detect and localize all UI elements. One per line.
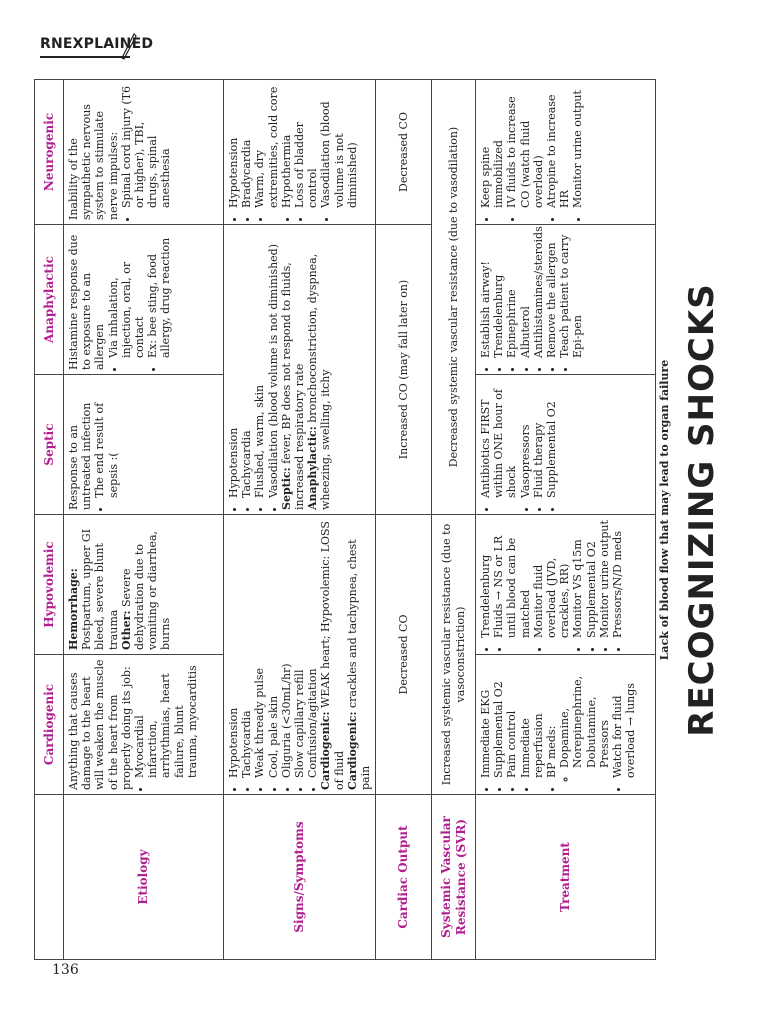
list-item: • Supplemental O2 bbox=[545, 379, 558, 498]
treatment-neurogenic bbox=[476, 80, 656, 225]
co-septic-ana: Increased CO (may fall later on) bbox=[376, 225, 432, 515]
rotated-page bbox=[34, 60, 724, 960]
svr-rest: Decreased systemic vascular resistance (due to vasodilation) bbox=[432, 80, 476, 515]
list-item: • Tachycardia bbox=[240, 229, 253, 498]
etiology-neurogenic bbox=[64, 80, 224, 225]
list-item: • Tachycardia bbox=[240, 519, 253, 778]
list-item: • Flushed, warm, skin bbox=[253, 229, 266, 498]
list-item: • Antibiotics FIRST within ONE hour of shock bbox=[479, 379, 519, 498]
label-hemorrhage: Hemorrhage: bbox=[67, 568, 80, 650]
treatment-anaphylactic bbox=[476, 225, 656, 375]
etiology-anaphylactic bbox=[64, 225, 224, 375]
label-anaphylactic: Anaphylactic: bbox=[306, 426, 320, 510]
signs-septic-ana bbox=[224, 225, 376, 515]
list-item: • Weak thready pulse bbox=[253, 519, 266, 778]
list-item: • Slow capillary refill bbox=[293, 519, 306, 778]
list-item: • Fluid therapy bbox=[532, 379, 545, 498]
list-item: • Watch for fluid overload → lungs bbox=[611, 659, 637, 778]
list-item: • Trendelenburg bbox=[492, 229, 505, 358]
cell-text: crackles and tachypnea, chest pain bbox=[345, 539, 372, 790]
list-item: • Monitor fluid overload (JVD, crackles, RR) bbox=[532, 519, 572, 638]
list-item: • Trendelenburg bbox=[479, 519, 492, 638]
list-item: • Fluids → NS or LR until blood can be matched bbox=[492, 519, 532, 638]
list-item: • Keep spine immobilized bbox=[479, 84, 505, 208]
co-neurogenic: Decreased CO bbox=[376, 80, 432, 225]
list-item: • Atropine to increase HR bbox=[545, 84, 571, 208]
list-item: • Albuterol bbox=[519, 229, 532, 358]
list-item: • Vasopressors bbox=[519, 379, 532, 498]
cell-text: Severe dehydration due to vomiting or diarrhea, burns bbox=[119, 530, 173, 650]
cell-text: WEAK heart; Hypovolemic: LOSS of fluid bbox=[319, 521, 346, 790]
shock-table bbox=[34, 79, 656, 960]
list-item: • Remove the allergen bbox=[545, 229, 558, 358]
list-item: • The end result of sepsis :( bbox=[93, 379, 119, 498]
list-item: • Establish airway! bbox=[479, 229, 492, 358]
etiology-hypovolemic bbox=[64, 515, 224, 655]
list-item: • Loss of bladder control bbox=[293, 84, 319, 208]
list-item: • Pressors/N/D meds bbox=[611, 519, 624, 638]
list-item: • Warm, dry extremities, cold core bbox=[253, 84, 279, 208]
signs-neurogenic bbox=[224, 80, 376, 225]
list-item: • Hypothermia bbox=[280, 84, 293, 208]
signs-cardio-hypo bbox=[224, 515, 376, 795]
list-item: • Immediate EKG bbox=[479, 659, 492, 778]
brand-underline bbox=[40, 56, 130, 58]
col-cardiogenic: Cardiogenic bbox=[35, 655, 64, 795]
list-item: • Supplemental O2 bbox=[492, 659, 505, 778]
list-item: • Ex: bee sting, food allergy, drug reaction bbox=[146, 229, 172, 358]
list-item: • Vasodilation (blood volume is not diminished) bbox=[319, 84, 359, 208]
list-item: • Myocardial infarction, arrhythmias, heart failure, blunt trauma, myocarditis bbox=[133, 659, 199, 778]
list-item: • Hypotension bbox=[227, 519, 240, 778]
list-item: • Hypotension bbox=[227, 229, 240, 498]
cell-text: Anything that causes damage to the heart will weaken the muscle of the heart from properly doing its job: bbox=[67, 659, 133, 790]
label-svr: Systemic Vascular Resistance (SVR) bbox=[432, 795, 476, 960]
page-subtitle: Lack of blood flow that may lead to organ failure bbox=[658, 359, 671, 661]
list-item: • Immediate reperfusion bbox=[519, 659, 545, 778]
label-treatment: Treatment bbox=[476, 795, 656, 960]
list-item: • Pain control bbox=[505, 659, 518, 778]
list-item: • Vasodilation (blood volume is not diminished) bbox=[267, 229, 280, 498]
page-title: RECOGNIZING SHOCKS bbox=[682, 283, 722, 737]
list-item: • Hypotension bbox=[227, 84, 240, 208]
label-other: Other: bbox=[119, 610, 133, 650]
pen-icon bbox=[118, 30, 138, 60]
list-item: • Spinal cord injury (T6 or higher), TBI, drugs, spinal anesthesia bbox=[120, 84, 173, 208]
label-etiology: Etiology bbox=[64, 795, 224, 960]
co-cardio-hypo: Decreased CO bbox=[376, 515, 432, 795]
list-item: • Antihistamines/steroids bbox=[532, 229, 545, 358]
list-item: ◦ Dopamine, Norepinephrine, Dobutamine, Pressors bbox=[558, 659, 611, 768]
label-signs: Signs/Symptoms bbox=[224, 795, 376, 960]
page-number: 136 bbox=[52, 962, 79, 978]
corner-cell bbox=[35, 795, 64, 960]
cell-text: fever, BP does not respond to fluids, increased respiratory rate bbox=[279, 262, 306, 510]
label-cardiac-output: Cardiac Output bbox=[376, 795, 432, 960]
list-item: • Via inhalation, injection, oral, or contact bbox=[107, 229, 147, 358]
treatment-septic bbox=[476, 375, 656, 515]
row-signs bbox=[224, 80, 376, 960]
row-svr bbox=[432, 80, 476, 960]
list-item: • Cool, pale skin bbox=[267, 519, 280, 778]
row-etiology bbox=[64, 80, 224, 960]
col-septic: Septic bbox=[35, 375, 64, 515]
list-item: • Confusion/agitation bbox=[306, 519, 319, 778]
cell-text: Inability of the sympathetic nervous system to stimulate nerve impulses: bbox=[67, 104, 120, 220]
list-item: • Teach patient to carry Epi-pen bbox=[558, 229, 584, 358]
list-item: • Epinephrine bbox=[505, 229, 518, 358]
label-cardiogenic: Cardiogenic: bbox=[319, 711, 333, 790]
list-item: • Monitor urine output bbox=[598, 519, 611, 638]
cell-text: Postpartum, upper GI bleed, severe blunt trauma bbox=[80, 529, 120, 650]
treatment-cardiogenic bbox=[476, 655, 656, 795]
cell-text: Histamine response due to exposure to an allergen bbox=[67, 234, 107, 370]
label-septic: Septic: bbox=[279, 467, 293, 510]
list-item: • IV fluids to increase CO (watch fluid overload) bbox=[505, 84, 545, 208]
etiology-septic bbox=[64, 375, 224, 515]
label-cardiogenic-2: Cardiogenic: bbox=[345, 711, 359, 790]
list-item: • BP meds: bbox=[545, 659, 558, 778]
header-row bbox=[35, 80, 64, 960]
list-item: • Supplemental O2 bbox=[585, 519, 598, 638]
cell-text: Response to an untreated infection bbox=[67, 402, 94, 510]
row-treatment bbox=[476, 80, 656, 960]
col-neurogenic: Neurogenic bbox=[35, 80, 64, 225]
brand-logo: RNEXPLAINED bbox=[40, 36, 154, 52]
col-hypovolemic: Hypovolemic bbox=[35, 515, 64, 655]
list-item: • Oliguria (<30mL/hr) bbox=[280, 519, 293, 778]
list-item: • Monitor VS q15m bbox=[571, 519, 584, 638]
col-anaphylactic: Anaphylactic bbox=[35, 225, 64, 375]
list-item: • Monitor urine output bbox=[571, 84, 584, 208]
list-item: • Bradycardia bbox=[240, 84, 253, 208]
svr-cardio-hypo: Increased systemic vascular resistance (due to vasoconstriction) bbox=[432, 515, 476, 795]
etiology-cardiogenic bbox=[64, 655, 224, 795]
treatment-hypovolemic bbox=[476, 515, 656, 655]
row-cardiac-output bbox=[376, 80, 432, 960]
cell-text: bronchoconstriction, dyspnea, wheezing, swelling, itchy bbox=[306, 253, 333, 510]
